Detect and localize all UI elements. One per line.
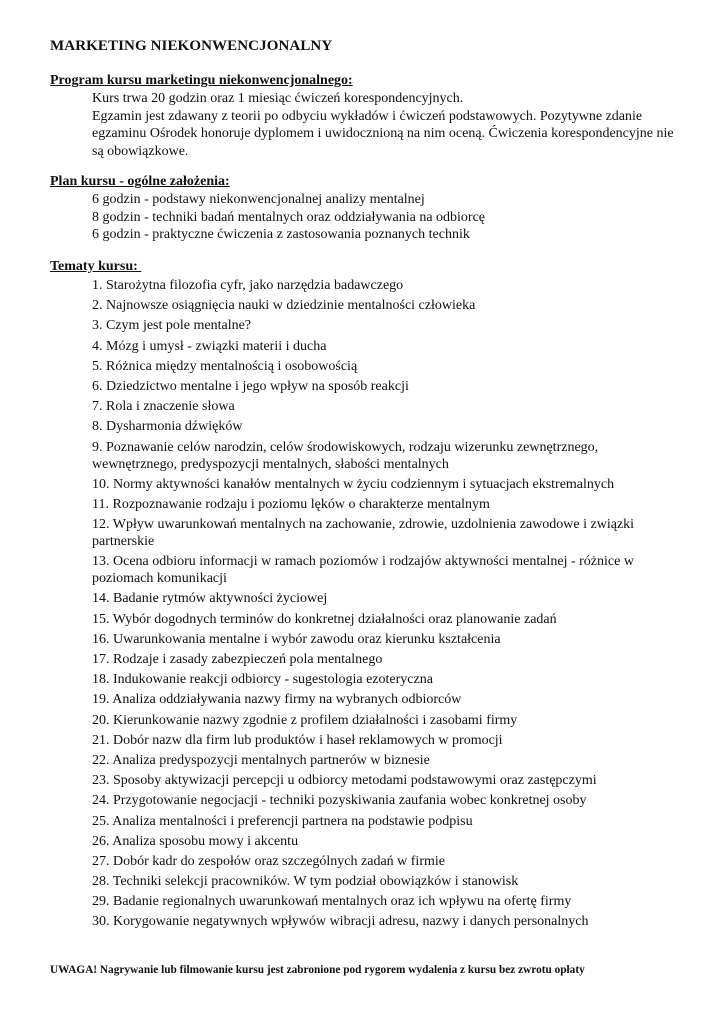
plan-item: 8 godzin - techniki badań mentalnych oraz oddziaływania na odbiorcę	[92, 209, 486, 225]
topic-item: 4. Mózg i umysł - związki materii i ducha	[92, 338, 327, 354]
recording-prohibited-notice: UWAGA! Nagrywanie lub filmowanie kursu jest zabronione pod rygorem wydalenia z kursu bez zwrotu opłaty	[50, 964, 585, 976]
topic-item: 25. Analiza mentalności i preferencji partnera na podstawie podpisu	[92, 813, 473, 829]
topic-item: 30. Korygowanie negatywnych wpływów wibracji adresu, nazwy i danych personalnych	[92, 914, 589, 930]
topic-item: 16. Uwarunkowania mentalne i wybór zawodu oraz kierunku kształcenia	[92, 631, 501, 647]
topic-item: 18. Indukowanie reakcji odbiorcy - sugestologia ezoteryczna	[92, 672, 433, 688]
topic-item: 22. Analiza predyspozycji mentalnych partnerów w biznesie	[92, 752, 430, 768]
topic-item: 17. Rodzaje i zasady zabezpieczeń pola mentalnego	[92, 652, 383, 667]
topic-item: 13. Ocena odbioru informacji w ramach poziomów i rodzajów aktywności mentalnej - różnice w poziomach komunikacji	[92, 554, 634, 587]
topic-item: 21. Dobór nazw dla firm lub produktów i haseł reklamowych w promocji	[92, 732, 503, 748]
topic-item: 28. Techniki selekcji pracowników. W tym podział obowiązków i stanowisk	[92, 874, 519, 890]
program-heading: Program kursu marketingu niekonwencjonalnego:	[50, 73, 353, 88]
topic-item: 1. Starożytna filozofia cyfr, jako narzędzia badawczego	[92, 278, 404, 293]
topic-item: 14. Badanie rytmów aktywności życiowej	[92, 591, 328, 607]
topic-item: 5. Różnica między mentalnością i osobowością	[92, 358, 358, 374]
topic-item: 19. Analiza oddziaływania nazwy firmy na wybranych odbiorców	[92, 692, 462, 708]
topic-item: 2. Najnowsze osiągnięcia nauki w dziedzinie mentalności człowieka	[92, 298, 476, 314]
topic-item: 23. Sposoby aktywizacji percepcji u odbiorcy metodami podstawowymi oraz zastępczymi	[92, 773, 597, 789]
topic-item: 15. Wybór dogodnych terminów do konkretnej działalności oraz planowanie zadań	[92, 611, 557, 627]
topic-item: 3. Czym jest pole mentalne?	[92, 318, 252, 334]
topic-item: 10. Normy aktywności kanałów mentalnych w życiu codziennym i sytuacjach ekstremalnych	[92, 476, 615, 492]
topic-item: 20. Kierunkowanie nazwy zgodnie z profilem działalności i zasobami firmy	[92, 712, 518, 728]
topic-item: 27. Dobór kadr do zespołów oraz szczególnych zadań w firmie	[92, 853, 445, 869]
topic-item: 12. Wpływ uwarunkowań mentalnych na zachowanie, zdrowie, uzdolnienia zawodowe i związki partnerskie	[92, 517, 635, 550]
topic-item: 11. Rozpoznawanie rodzaju i poziomu lęków o charakterze mentalnym	[92, 496, 490, 512]
plan-heading: Plan kursu - ogólne założenia:	[50, 174, 230, 189]
topic-item: 6. Dziedzictwo mentalne i jego wpływ na sposób reakcji	[92, 378, 409, 394]
topic-item: 24. Przygotowanie negocjacji - techniki pozyskiwania zaufania wobec konkretnej osoby	[92, 793, 587, 809]
topics-heading: Tematy kursu:	[50, 259, 142, 274]
program-exam-text: Egzamin jest zdawany z teorii po odbyciu wykładów i ćwiczeń podstawowych. Pozytywne zdanie egzaminu Ośrodek honoruje dyplomem i uwidocznioną na nim oceną. Ćwiczenia korespondencyjne nie są obowiązkowe.	[92, 108, 674, 159]
plan-list	[92, 191, 682, 244]
topic-item: 29. Badanie regionalnych uwarunkowań mentalnych oraz ich wpływu na ofertę firmy	[92, 894, 572, 910]
topics-list	[92, 277, 664, 934]
program-duration-text: Kurs trwa 20 godzin oraz 1 miesiąc ćwiczeń korespondencyjnych.	[92, 91, 464, 106]
document-title: MARKETING NIEKONWENCJONALNY	[50, 38, 333, 54]
plan-item: 6 godzin - praktyczne ćwiczenia z zastosowania poznanych technik	[92, 227, 470, 242]
topic-item: 7. Rola i znaczenie słowa	[92, 399, 235, 415]
topic-item: 9. Poznawanie celów narodzin, celów środowiskowych, rodzaju wizerunku zewnętrznego, wewnętrznego, predyspozycji mentalnych, słabości mentalnych	[92, 439, 599, 472]
program-description	[92, 90, 682, 160]
plan-item: 6 godzin - podstawy niekonwencjonalnej analizy mentalnej	[92, 192, 425, 207]
topic-item: 26. Analiza sposobu mowy i akcentu	[92, 833, 299, 849]
topic-item: 8. Dysharmonia dźwięków	[92, 419, 243, 435]
